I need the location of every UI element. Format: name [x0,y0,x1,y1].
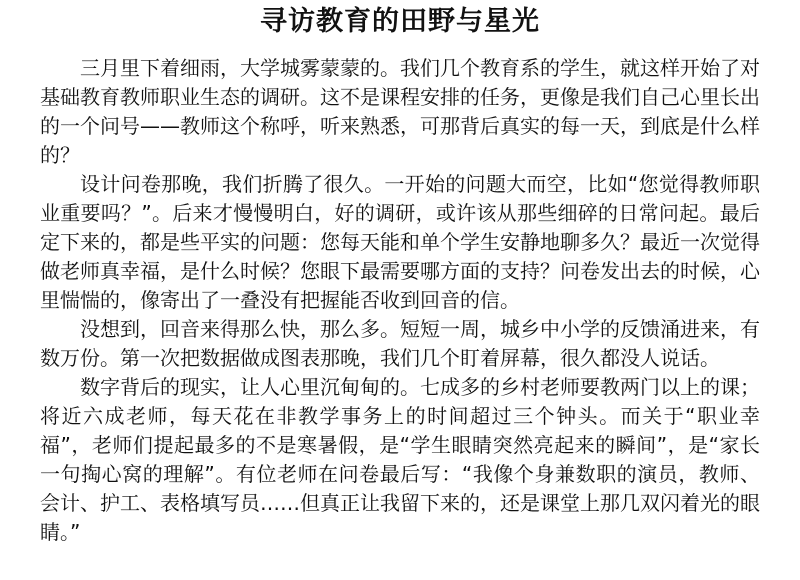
paragraph-2: 设计问卷那晚，我们折腾了很久。一开始的问题大而空，比如“您觉得教师职业重要吗？”。后来才慢慢明白，好的调研，或许该从那些细碎的日常问起。最后定下来的，都是些平实的问题：您每天能和单个学生安静地聊多久？最近一次觉得做老师真幸福，是什么时候？您眼下最需要哪方面的支持？问卷发出去的时候，心里惴惴的，像寄出了一叠没有把握能否收到回音的信。 [40,172,760,312]
paragraph-4: 数字背后的现实，让人心里沉甸甸的。七成多的乡村老师要教两门以上的课；将近六成老师，每天花在非教学事务上的时间超过三个钟头。而关于“职业幸福”，老师们提起最多的不是寒暑假，是“学生眼睛突然亮起来的瞬间”，是“家长一句掏心窝的理解”。有位老师在问卷最后写：“我像个身兼数职的演员，教师、会计、护工、表格填写员……但真正让我留下来的，还是课堂上那几双闪着光的眼睛。” [40,375,760,544]
article-title: 寻访教育的田野与星光 [260,6,540,37]
article-body [40,54,760,547]
paragraph-1: 三月里下着细雨，大学城雾蒙蒙的。我们几个教育系的学生，就这样开始了对基础教育教师职业生态的调研。这不是课程安排的任务，更像是我们自己心里长出的一个问号——教师这个称呼，听来熟悉，可那背后真实的每一天，到底是什么样的？ [40,56,760,167]
paragraph-3: 没想到，回音来得那么快，那么多。短短一周，城乡中小学的反馈涌进来，有数万份。第一次把数据做成图表那晚，我们几个盯着屏幕，很久都没人说话。 [40,317,760,370]
